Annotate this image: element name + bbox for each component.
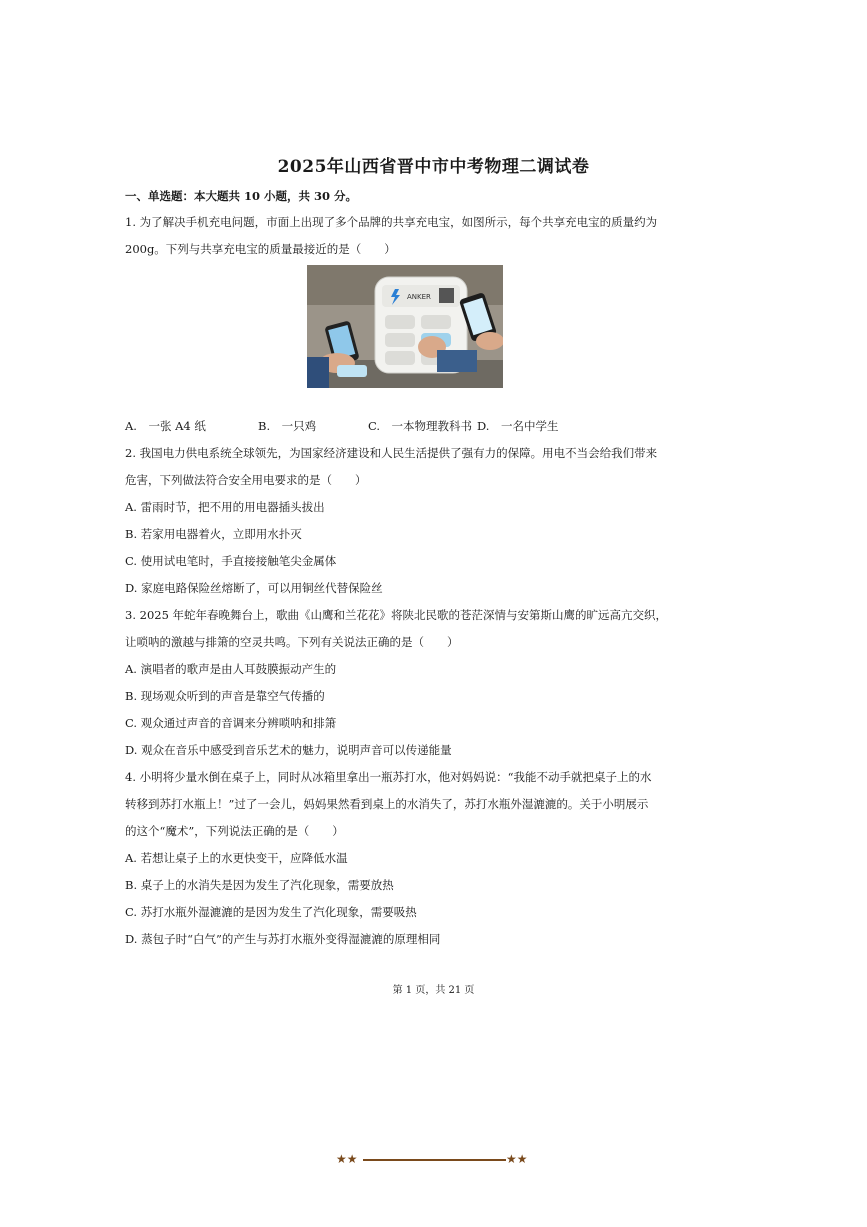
q4-option-a: A. 若想让桌子上的水更快变干，应降低水温 bbox=[125, 851, 348, 865]
kiosk-brand-label: ANKER bbox=[407, 293, 431, 301]
q1-option-c: C. 一本物理教科书 bbox=[368, 419, 473, 433]
q3-stem-line1: 3. 2025 年蛇年春晚舞台上，歌曲《山鹰和兰花花》将陕北民歌的苍茫深情与安第斯山鹰的旷远高亢交织， bbox=[125, 608, 668, 622]
q2-option-a: A. 雷雨时节，把不用的用电器插头拔出 bbox=[125, 500, 325, 514]
q1-option-b: B. 一只鸡 bbox=[258, 419, 317, 433]
q4-option-b: B. 桌子上的水消失是因为发生了汽化现象，需要放热 bbox=[125, 878, 394, 892]
q2-option-d: D. 家庭电路保险丝熔断了，可以用铜丝代替保险丝 bbox=[125, 581, 383, 595]
q3-option-c: C. 观众通过声音的音调来分辨唢呐和排箫 bbox=[125, 716, 337, 730]
q4-stem-line1: 4. 小明将少量水倒在桌子上，同时从冰箱里拿出一瓶苏打水，他对妈妈说：“我能不动手就把桌子上的水 bbox=[125, 770, 652, 784]
q2-option-c: C. 使用试电笔时，手直接接触笔尖金属体 bbox=[125, 554, 337, 568]
q4-stem-line3: 的这个“魔术”，下列说法正确的是（ ） bbox=[125, 824, 344, 838]
q4-option-c: C. 苏打水瓶外湿漉漉的是因为发生了汽化现象，需要吸热 bbox=[125, 905, 417, 919]
footer-ornament bbox=[336, 1151, 532, 1167]
q4-option-d: D. 蒸包子时“白气”的产生与苏打水瓶外变得湿漉漉的原理相同 bbox=[125, 932, 441, 946]
star-icon: ★★ bbox=[336, 1152, 358, 1166]
q1-option-a: A. 一张 A4 纸 bbox=[125, 419, 206, 433]
q3-stem-line2: 让唢呐的激越与排箫的空灵共鸣。下列有关说法正确的是（ ） bbox=[125, 635, 459, 649]
page-footer: 第 1 页，共 21 页 bbox=[392, 985, 475, 996]
q1-stem-line2: 200g。下列与共享充电宝的质量最接近的是（ ） bbox=[125, 242, 396, 256]
page-title: 2025年山西省晋中市中考物理二调试卷 bbox=[277, 157, 590, 177]
ornament-rule bbox=[363, 1159, 506, 1161]
q2-stem-line1: 2. 我国电力供电系统全球领先，为国家经济建设和人民生活提供了强有力的保障。用电不当会给我们带来 bbox=[125, 446, 658, 460]
q3-option-b: B. 现场观众听到的声音是靠空气传播的 bbox=[125, 689, 325, 703]
q3-option-a: A. 演唱者的歌声是由人耳鼓膜振动产生的 bbox=[125, 662, 337, 676]
power-bank-photo bbox=[307, 265, 503, 388]
q1-stem-line1: 1. 为了解决手机充电问题，市面上出现了多个品牌的共享充电宝，如图所示，每个共享充电宝的质量约为 bbox=[125, 215, 658, 229]
q2-option-b: B. 若家用电器着火，立即用水扑灭 bbox=[125, 527, 302, 541]
q3-option-d: D. 观众在音乐中感受到音乐艺术的魅力，说明声音可以传递能量 bbox=[125, 743, 452, 757]
q2-stem-line2: 危害，下列做法符合安全用电要求的是（ ） bbox=[125, 473, 367, 487]
q4-stem-line2: 转移到苏打水瓶上！”过了一会儿，妈妈果然看到桌上的水消失了，苏打水瓶外湿漉漉的。关于小明展示 bbox=[125, 797, 649, 811]
section-header: 一、单选题：本大题共 10 小题，共 30 分。 bbox=[125, 189, 358, 203]
q1-option-d: D. 一名中学生 bbox=[477, 419, 559, 433]
star-icon: ★★ bbox=[506, 1152, 528, 1166]
